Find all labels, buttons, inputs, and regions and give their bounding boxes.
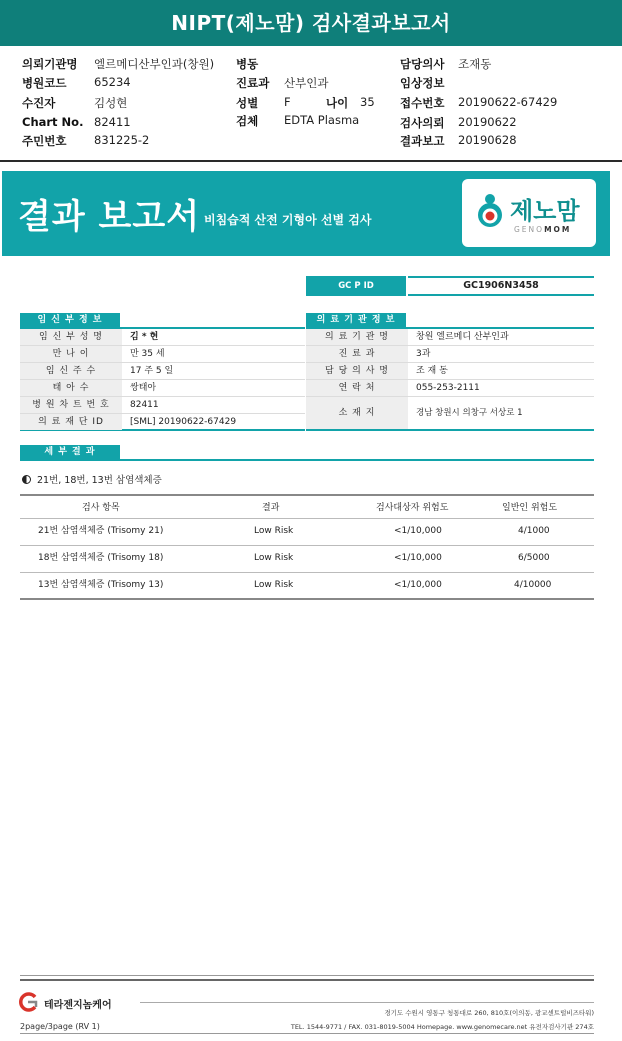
- logo-english: GENOMOM: [514, 225, 572, 234]
- logo-korean: 제노맘: [510, 197, 580, 225]
- footer-divider: [20, 979, 594, 981]
- hospital-code-value: 65234: [94, 75, 131, 89]
- patient-section-title: 임 신 부 정 보: [20, 313, 120, 328]
- examinee-label: 수진자: [22, 96, 56, 110]
- ward-label: 병동: [236, 57, 259, 71]
- sex-label: 성별: [236, 96, 259, 110]
- table-row: 진 료 과 3과: [306, 346, 594, 363]
- footer-company: 테라젠지놈케어: [44, 1000, 112, 1011]
- footer-divider: [20, 975, 594, 976]
- results-summary: 21번, 18번, 13번 삼염색체증: [22, 472, 162, 486]
- chart-label: Chart No.: [22, 115, 84, 129]
- dept-value: 산부인과: [284, 76, 329, 90]
- table-row: 의 료 기 관 명 창원 엘르메디 산부인과: [306, 329, 594, 346]
- institution-value: 엘르메디산부인과(창원): [94, 57, 215, 71]
- page-number: 2page/3page (RV 1): [20, 1022, 100, 1031]
- table-row: 만 나 이 만 35 세: [20, 346, 305, 363]
- rrn-label: 주민번호: [22, 134, 67, 148]
- doctor-value: 조재동: [458, 57, 492, 71]
- results-table-header: 검사 항목 결과 검사대상자 위험도 일반인 위험도: [20, 494, 594, 519]
- banner-title: 결과 보고서: [18, 197, 201, 237]
- half-circle-icon: [22, 475, 31, 484]
- request-label: 검사의뢰: [400, 116, 445, 130]
- footer-address: 경기도 수원시 영통구 청통대로 260, 810호(이의동, 광교센트럴비즈타워): [384, 1009, 594, 1017]
- result-banner: [2, 171, 610, 256]
- specimen-label: 검체: [236, 114, 259, 128]
- patient-section-header: [20, 313, 305, 328]
- table-row: 임 신 부 성 명 김 * 현: [20, 329, 305, 346]
- rrn-value: 831225-2: [94, 133, 150, 147]
- table-row: 담 당 의 사 명 조 재 동: [306, 363, 594, 380]
- examinee-value: 김성현: [94, 96, 128, 110]
- report-title: NIPT(제노맘) 검사결과보고서: [0, 0, 622, 46]
- reception-value: 20190622-67429: [458, 95, 558, 109]
- table-row: 소 재 지 경남 창원시 의창구 서상로 1: [306, 397, 594, 431]
- age-label: 나이: [326, 96, 349, 110]
- results-section-header: [20, 445, 594, 460]
- terragen-logo-icon: [16, 992, 42, 1012]
- clinical-label: 임상정보: [400, 76, 445, 90]
- table-row: 연 락 처 055-253-2111: [306, 380, 594, 397]
- results-section-title: 세 부 결 과: [20, 445, 120, 460]
- banner-subtitle: 비침습적 산전 기형아 선별 검사: [204, 213, 372, 227]
- report-label: 결과보고: [400, 134, 445, 148]
- dept-label: 진료과: [236, 76, 270, 90]
- footer-rule: [140, 1002, 594, 1003]
- table-row: 태 아 수 쌍태아: [20, 380, 305, 397]
- footer-bottom-rule: [20, 1033, 594, 1034]
- table-row: 의 료 재 단 ID [SML] 20190622-67429: [20, 414, 305, 431]
- age-value: 35: [360, 95, 375, 109]
- request-value: 20190622: [458, 115, 517, 129]
- gcp-id-value: GC1906N3458: [408, 276, 594, 296]
- table-row: 18번 삼염색체증 (Trisomy 18) Low Risk <1/10,000 6/5000: [20, 546, 594, 573]
- footer-contact: TEL. 1544-9771 / FAX. 031-8019-5004 Homepage. www.genomecare.net 유전자검사기관 274호: [290, 1023, 594, 1031]
- genomom-logo: [462, 179, 596, 247]
- report-value: 20190628: [458, 133, 517, 147]
- hospital-code-label: 병원코드: [22, 76, 67, 90]
- table-row: 병 원 차 트 번 호 82411: [20, 397, 305, 414]
- chart-value: 82411: [94, 115, 131, 129]
- genomom-mark-icon: [474, 193, 504, 231]
- table-row: 21번 삼염색체증 (Trisomy 21) Low Risk <1/10,000 4/1000: [20, 519, 594, 546]
- reception-label: 접수번호: [400, 96, 445, 110]
- table-row: 임 신 주 수 17 주 5 일: [20, 363, 305, 380]
- gcp-id: [306, 276, 594, 296]
- sex-value: F: [284, 95, 291, 109]
- specimen-value: EDTA Plasma: [284, 113, 360, 127]
- gcp-id-label: GC P ID: [306, 276, 406, 296]
- clinic-section-title: 의 료 기 관 정 보: [306, 313, 406, 328]
- clinic-section-header: [306, 313, 594, 328]
- table-row: 13번 삼염색체증 (Trisomy 13) Low Risk <1/10,000 4/10000: [20, 573, 594, 600]
- doctor-label: 담당의사: [400, 57, 445, 71]
- header-divider: [0, 160, 622, 162]
- institution-label: 의뢰기관명: [22, 57, 78, 71]
